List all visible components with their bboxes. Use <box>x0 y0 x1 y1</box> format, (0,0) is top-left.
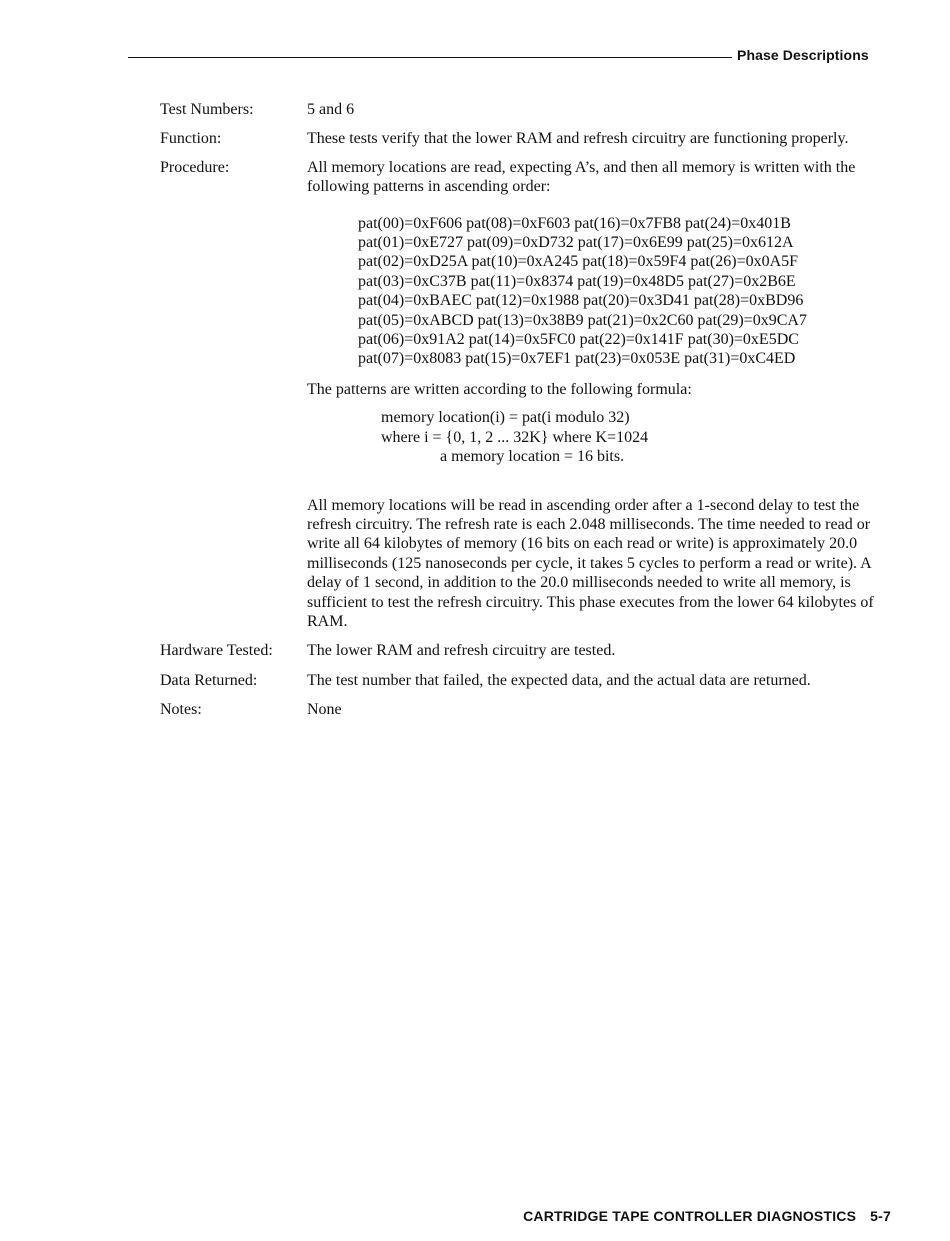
formula-intro: The patterns are written according to the following formula: <box>307 380 692 398</box>
procedure-value <box>307 158 900 632</box>
pattern-row: pat(02)=0xD25A pat(10)=0xA245 pat(18)=0x59F4 pat(26)=0x0A5F <box>358 253 799 271</box>
hardware-tested-value: The lower RAM and refresh circuitry are tested. <box>307 642 616 660</box>
formula-block <box>381 408 900 466</box>
running-footer <box>0 1208 891 1224</box>
pattern-row: pat(00)=0xF606 pat(08)=0xF603 pat(16)=0x7FB8 pat(24)=0x401B <box>358 214 791 232</box>
pattern-row: pat(06)=0x91A2 pat(14)=0x5FC0 pat(22)=0x141F pat(30)=0xE5DC <box>358 331 799 349</box>
function-label: Function: <box>160 130 222 148</box>
formula-line: a memory location = 16 bits. <box>440 448 625 466</box>
running-header: Phase Descriptions <box>737 47 869 63</box>
pattern-row: pat(04)=0xBAEC pat(12)=0x1988 pat(20)=0x3D41 pat(28)=0xBD96 <box>358 292 804 310</box>
notes-label: Notes: <box>160 701 202 719</box>
data-returned-label: Data Returned: <box>160 671 258 689</box>
document-body <box>160 100 900 720</box>
procedure-intro: All memory locations are read, expecting A’s, and then all memory is written with the following patterns in ascending order: <box>307 158 856 196</box>
data-returned-value: The test number that failed, the expected data, and the actual data are returned. <box>307 671 811 689</box>
pattern-row: pat(03)=0xC37B pat(11)=0x8374 pat(19)=0x48D5 pat(27)=0x2B6E <box>358 272 796 290</box>
procedure-label: Procedure: <box>160 158 230 176</box>
formula-line: where i = {0, 1, 2 ... 32K} where K=1024 <box>381 428 649 446</box>
hardware-tested-row <box>160 641 900 660</box>
function-row <box>160 129 900 148</box>
pattern-row: pat(07)=0x8083 pat(15)=0x7EF1 pat(23)=0x053E pat(31)=0xC4ED <box>358 350 796 368</box>
procedure-row <box>160 158 900 632</box>
function-value: These tests verify that the lower RAM and refresh circuitry are functioning properly. <box>307 130 849 148</box>
page-number: 5-7 <box>870 1208 891 1224</box>
test-numbers-value: 5 and 6 <box>307 101 355 118</box>
pattern-row: pat(05)=0xABCD pat(13)=0x38B9 pat(21)=0x2C60 pat(29)=0x9CA7 <box>358 311 807 329</box>
notes-row <box>160 700 900 719</box>
header-rule <box>128 57 732 58</box>
procedure-closing: All memory locations will be read in ascending order after a 1-second delay to test the refresh circuitry. The refresh rate is each 2.048 milliseconds. The time needed to read or write all 64 kilobytes of memory (16 bits on each read or write) is approximately 20.0 milliseconds (125 nanoseconds per cycle, it takes 5 cycles to perform a read or write). A delay of 1 second, in addition to the 20.0 milliseconds needed to write all memory, is sufficient to test the refresh circuitry. This phase executes from the lower 64 kilobytes of RAM. <box>307 496 874 630</box>
pattern-row: pat(01)=0xE727 pat(09)=0xD732 pat(17)=0x6E99 pat(25)=0x612A <box>358 234 794 252</box>
notes-value: None <box>307 701 342 719</box>
test-numbers-row <box>160 100 900 119</box>
hardware-tested-label: Hardware Tested: <box>160 642 273 660</box>
formula-line: memory location(i) = pat(i modulo 32) <box>381 409 630 427</box>
footer-title: CARTRIDGE TAPE CONTROLLER DIAGNOSTICS <box>523 1208 857 1224</box>
data-returned-row <box>160 671 900 690</box>
pattern-table <box>358 214 900 369</box>
test-numbers-label: Test Numbers: <box>160 101 254 118</box>
